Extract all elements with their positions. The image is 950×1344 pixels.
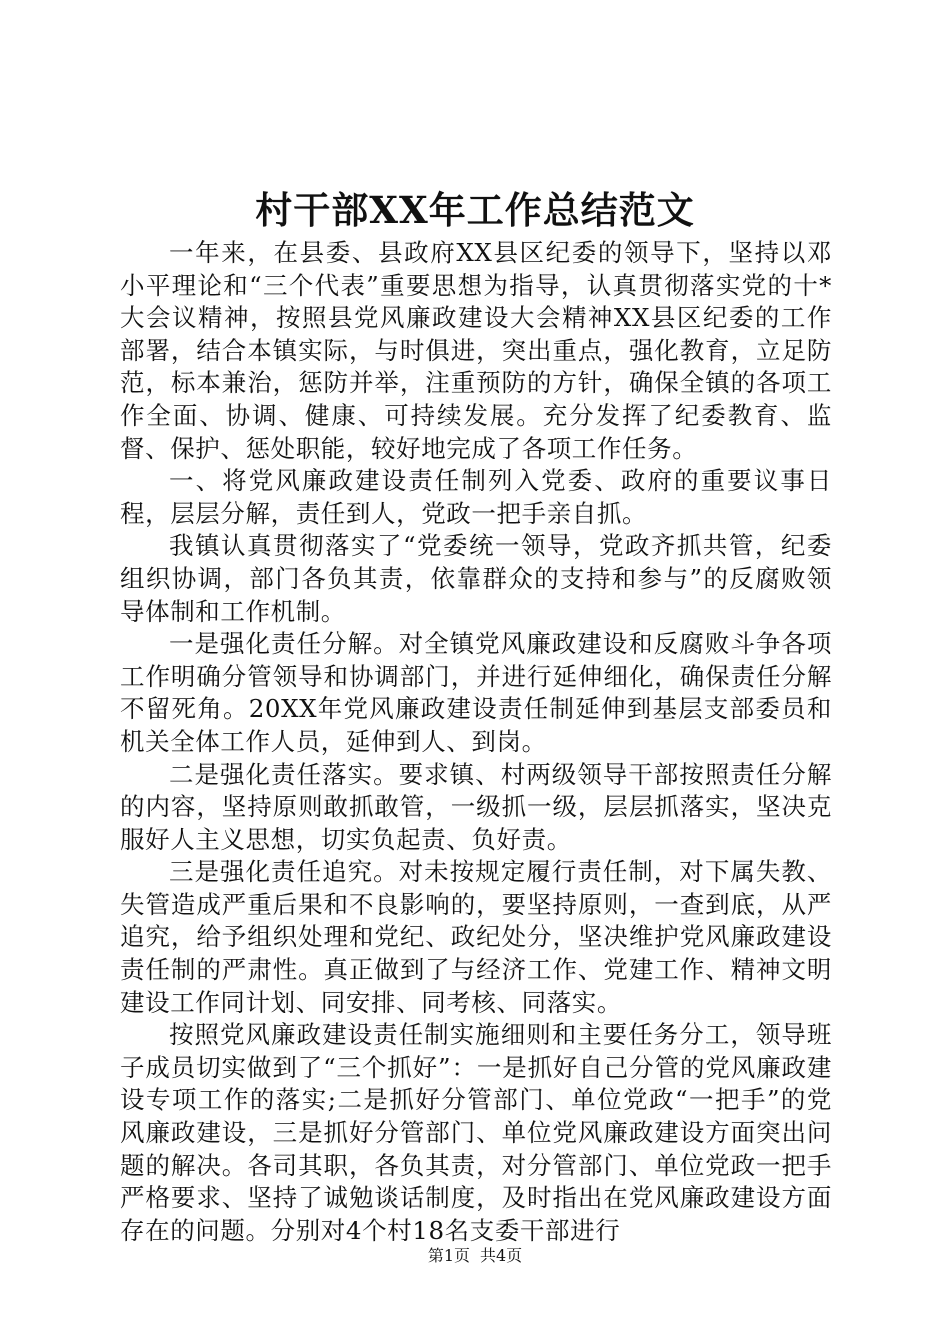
paragraph: 三是强化责任追究。对未按规定履行责任制，对下属失教、失管造成严重后果和不良影响的，要坚持原则，一查到底，从严追究，给予组织处理和党纪、政纪处分，坚决维护党风廉政建设责任制的严肃性。真正做到了与经济工作、党建工作、精神文明建设工作同计划、同安排、同考核、同落实。 bbox=[120, 857, 832, 1017]
paragraph: 按照党风廉政建设责任制实施细则和主要任务分工，领导班子成员切实做到了“三个抓好”：一是抓好自己分管的党风廉政建设专项工作的落实;二是抓好分管部门、单位党政“一把手”的党风廉政建设，三是抓好分管部门、单位党风廉政建设方面突出问题的解决。各司其职，各负其责，对分管部门、单位党政一把手严格要求、坚持了诚勉谈话制度，及时指出在党风廉政建设方面存在的问题。分别对4个村18名支委干部进行 bbox=[120, 1020, 832, 1245]
paragraph: 一年来，在县委、县政府XX县区纪委的领导下，坚持以邓小平理论和“三个代表”重要思想为指导，认真贯彻落实党的十*大会议精神，按照县党风廉政建设大会精神XX县区纪委的工作部署，结合本镇实际，与时俱进，突出重点，强化教育，立足防范，标本兼治，惩防并举，注重预防的方针，确保全镇的各项工作全面、协调、健康、可持续发展。充分发挥了纪委教育、监督、保护、惩处职能，较好地完成了各项工作任务。 bbox=[120, 238, 832, 463]
page-total: 共4页 bbox=[480, 1246, 523, 1265]
page-number: 第1页 bbox=[427, 1246, 470, 1265]
document-title: 村干部XX年工作总结范文 bbox=[255, 188, 695, 232]
document-body bbox=[120, 237, 832, 1247]
page-footer bbox=[0, 1246, 950, 1266]
paragraph: 一是强化责任分解。对全镇党风廉政建设和反腐败斗争各项工作明确分管领导和协调部门，并进行延伸细化，确保责任分解不留死角。20XX年党风廉政建设责任制延伸到基层支部委员和机关全体工作人员，延伸到人、到岗。 bbox=[120, 629, 832, 756]
paragraph: 我镇认真贯彻落实了“党委统一领导，党政齐抓共管，纪委组织协调，部门各负其责，依靠群众的支持和参与”的反腐败领导体制和工作机制。 bbox=[120, 531, 832, 626]
paragraph: 二是强化责任落实。要求镇、村两级领导干部按照责任分解的内容，坚持原则敢抓敢管，一级抓一级，层层抓落实，坚决克服好人主义思想，切实负起责、负好责。 bbox=[120, 759, 832, 854]
paragraph: 一、将党风廉政建设责任制列入党委、政府的重要议事日程，层层分解，责任到人，党政一把手亲自抓。 bbox=[120, 466, 832, 528]
